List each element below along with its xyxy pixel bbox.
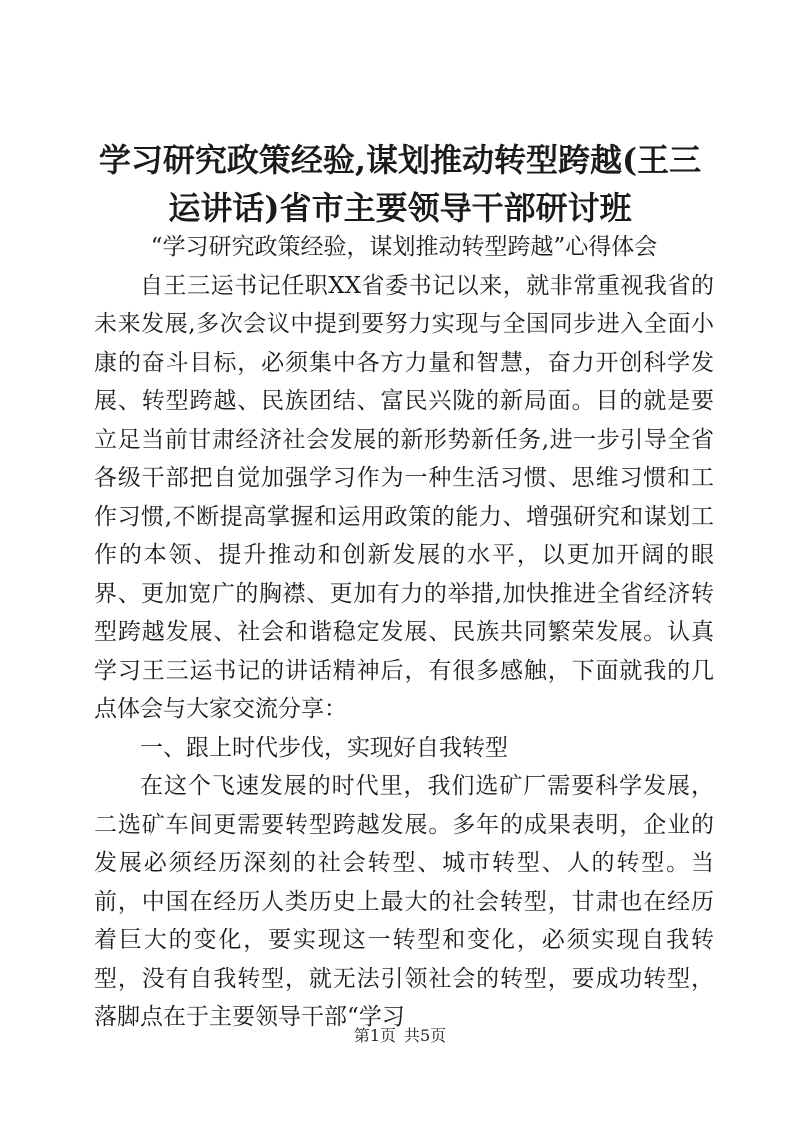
page-total: 共5页 (404, 1026, 447, 1045)
body-paragraph-intro: 自王三运书记任职XX省委书记以来，就非常重视我省的未来发展,多次会议中提到要努力实现与全国同步进入全面小康的奋斗目标，必须集中各方力量和智慧，奋力开创科学发展、转型跨越、民族团结、富民兴陇的新局面。目的就是要立足当前甘肃经济社会发展的新形势新任务,进一步引导全省各级干部把自觉加强学习作为一种生活习惯、思维习惯和工作习惯,不断提高掌握和运用政策的能力、增强研究和谋划工作的本领、提升推动和创新发展的水平，以更加开阔的眼界、更加宽广的胸襟、更加有力的举措,加快推进全省经济转型跨越发展、社会和谐稳定发展、民族共同繁荣发展。认真学习王三运书记的讲话精神后，有很多感触，下面就我的几点体会与大家交流分享： (94, 272, 714, 722)
page-number: 第1页 (353, 1026, 396, 1045)
page-footer (0, 1026, 800, 1046)
document-body (94, 228, 714, 1037)
document-subtitle: “学习研究政策经验，谋划推动转型跨越”心得体会 (150, 234, 658, 260)
section-heading-1: 一、跟上时代步伐，实现好自我转型 (140, 734, 508, 761)
body-paragraph-section-1: 在这个飞速发展的时代里，我们选矿厂需要科学发展，二选矿车间更需要转型跨越发展。多年的成果表明，企业的发展必须经历深刻的社会转型、城市转型、人的转型。当前，中国在经历人类历史上最大的社会转型，甘肃也在经历着巨大的变化，要实现这一转型和变化，必须实现自我转型，没有自我转型，就无法引领社会的转型，要成功转型，落脚点在于主要领导干部“学习 (94, 773, 714, 1030)
document-title: 学习研究政策经验,谋划推动转型跨越(王三运讲话)省市主要领导干部研讨班 (98, 141, 702, 227)
